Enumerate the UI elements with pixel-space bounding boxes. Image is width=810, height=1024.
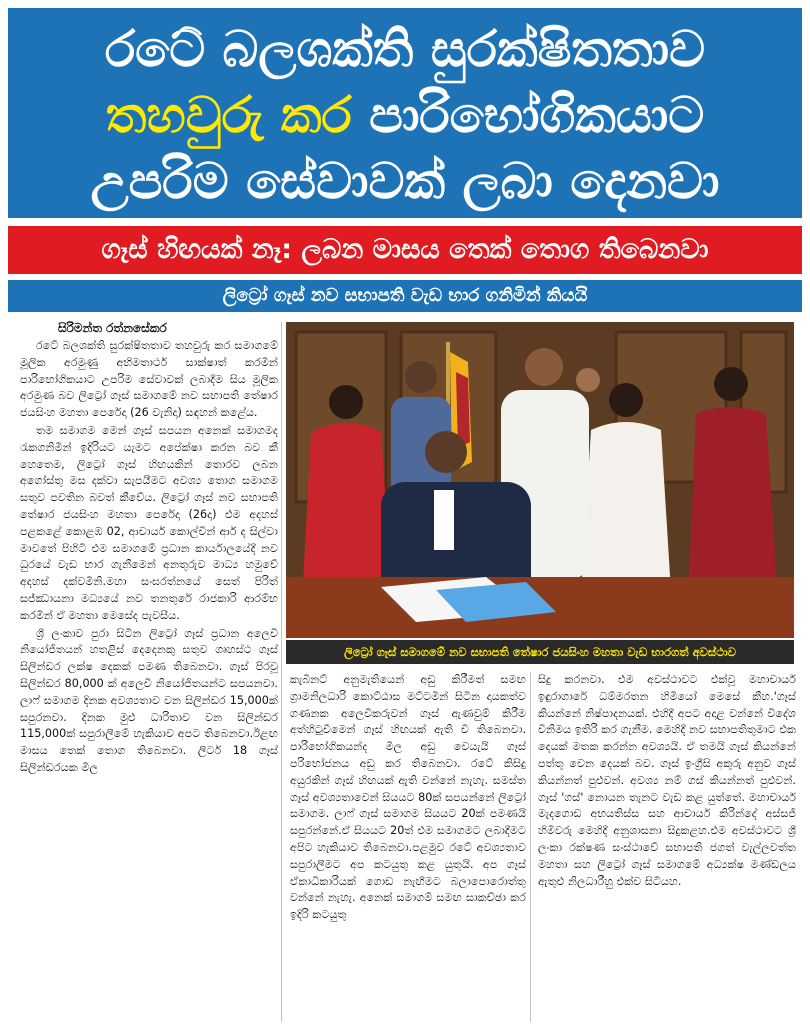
headline-line-3: උපරිම සේවාවක් ලබා දෙනවා xyxy=(90,152,720,210)
news-photo xyxy=(286,322,794,638)
photo-caption: ලිට්‍රෝ ගෑස් සමාගමේ නව සභාපති තේෂාර ජයසිංහ මහතා වැඩ භාරගත් අවස්ථාව xyxy=(286,640,794,664)
strapline: ලිට්‍රෝ ගෑස් නව සභාපති වැඩ භාර ගනිමින් කියයි xyxy=(8,280,802,312)
column-divider xyxy=(281,322,282,1022)
headline-line-2-white: පාරිභෝගිකයාට xyxy=(369,86,705,144)
article-paragraph: තම සමාගම මෙන් ගෑස් සපයන අනෙක් සමාගමද රැකගනිමින් ඉදිරියට යැමට අපේක්ෂා කරන බව කී හෙතෙම, ලිට්‍රෝ ගෑස් හිඟයකින් තොරව ලබන අගෝස්තු මස දක්වා සැපයීමට අවශ්‍ය තොග සමාගම සතුව පවතින බවත් කීවේය. ලිට්‍රෝ ගෑස් නව සභාපති තේෂාර ජයසිංහ මහතා පෙරේදා (26දා) එම අදහස් පළකළේ කොළඹ 02, ආචාර්ය කොල්වින් ආර් ද සිල්වා මාවතේ පිහිටි එම සමාගමේ ප්‍රධාන කාර්යාලයේදී නව ධුරයේ වැඩ භාර ගැනීමෙන් අනතුරුව මාධ්‍ය හමුවේ අදහස් දක්වමිනි.මහා සංඝරත්නයේ සෙත් පිරිත් සජ්ඣායනා මධ්‍යයේ නව තනතුරේ රාජකාරි ආරම්භ කරමින් ඒ මහතා මෙසේද පැවසීය. xyxy=(20,423,278,622)
photo-illustration xyxy=(286,322,794,638)
article-column-3 xyxy=(538,672,796,1020)
article-column-1 xyxy=(20,338,278,1018)
headline-line-2-yellow: තහවුරු කර xyxy=(105,86,352,144)
column-divider xyxy=(530,672,531,1022)
byline: සිරිමන්ත රත්නසේකර xyxy=(58,321,167,335)
headline-line-2 xyxy=(8,84,802,146)
subheadline: ගෑස් හිඟයක් නෑ: ලබන මාසය තෙක් තොග තිබෙනවා xyxy=(8,226,802,274)
article-paragraph: සිදු කරනවා. එම අවස්ථාවට එක්වූ මහාචාර්ය ඉඳුරාගාරේ ධම්මරතන හිමියෝ මෙසේ කීහ.'ගෑස් කියන්නේ නිෂ්පාදනයක්. එහිදී අපට අදාළ වන්නේ විදේශ විනිමය ඉතිරි කර ගැනීම. මෙහිදී නව සභාපතිතුමාට එක දෙයක් මතක කරන්න අවශ්‍යයි. ඒ තමයි ගෑස් කියන්නේ පත්තු වෙන දෙයක් බව. ගෑස් ඉංග්‍රීසි අකුරු අනුව ගෑස් කියන්නත් පුළුවන්. අවශ්‍ය නම් ගස් කියන්නත් පුළුවන්. ගෑස් 'ගස්' නොයන තැනට වැඩ කළ යුත්තේ. මහාචාර්ය මැදගොඩ අභයතිස්ස සහ ආචාර්ය කිරින්දේ අස්සජි හිමිවරු මෙහිදී අනුශාසනා සිදුකළහ.එම අවස්ථාවට ශ්‍රී ලංකා රක්ෂණ සංස්ථාවේ සභාපති ජගත් වැල්ලවත්ත මහතා සහ ලිට්‍රෝ ගෑස් සමාගමේ අධ්‍යක්ෂ මණ්ඩලය ඇතුළු නිලධාරීහු එක්ව සිටියහ. xyxy=(538,673,796,888)
headline-line-1: රටේ බලශක්ති සුරක්ෂිතතාව xyxy=(104,20,706,78)
article-column-2 xyxy=(290,672,526,1020)
article-paragraph: ශ්‍රී ලංකාව පුරා සිටින ලිට්‍රෝ ගෑස් ප්‍රධාන අලෙවි නියෝජිතයන් හතළිස් දෙදෙනකු සතුව ගෘහස්ථ ගෑස් සිලින්ඩර ලක්ෂ දෙකක් පමණ තිබෙනවා. ගෑස් පිරවූ සිලින්ඩර 80,000 ක් අලෙවි නියෝජිතයන්ට සපයනවා. ලාෆ් සමාගම දිනක අවශ්‍යතාව වන සිලින්ඩර 15,000ක් සපුරනවා. දිනක මුළු ධාරිතාව වන සිලින්ඩර 115,000ක් සපුරාලීමේ හැකියාව අපට තිබෙනවා.ඊළඟ මාසය තෙක් තොග තිබෙනවා. ලීටර් 18 ගෑස් සිලින්ඩරයක මිල xyxy=(20,626,278,774)
headline-banner xyxy=(8,8,802,218)
article-paragraph: කැබිනට් අනුමැතියෙන් අඩු කිරීමත් සමඟ ග්‍රාමනිලධාරි කොට්ඨාස මට්ටමින් සිටින දායකත්ව ගණනක අලෙවිකරුවන් ගෑස් ඇණවුම් කිරීම අත්හිටුවීමෙන් ගෑස් හිඟයක් ඇති වී තිබෙනවා. පාරිභෝගිකයන්ද මිල අඩු වෙයැයි ගෑස් පරිභෝජනය අඩු කර තිබෙනවා. රටේ කිසිදු අයුරකින් ගෑස් හිඟයක් ඇති වන්නේ නැහැ. සමස්ත ගෑස් අවශ්‍යතාවෙන් සියයට 80ක් සපයන්නේ ලිට්‍රෝ සමාගම. ලාෆ් ගෑස් සමාගම සියයට 20ක් පමණයි සපුරන්නේ.ඒ සියයට 20ත් එම සමාගමට ලබාදීමට අපිට හැකියාව තිබෙනවා.පළමුව රටේ අවශ්‍යතාව සපුරාලීමට අප කටයුතු කළ යුතුයි. අප ගෑස් ඒකාධිකාරියක් ගොඩ නැඟීමට බලාපොරොත්තු වන්නේ නැහැ. අනෙක් සමාගම් සමඟ සාකච්ඡා කර ඉදිරි කටයුතු xyxy=(290,673,526,922)
article-paragraph: රටේ බලශක්ති සුරක්ෂිතතාව තහවුරු කර සමාගමේ මූලික අරමුණු අභිමතාර්ථ සාක්ෂාත් කරමින් පාරිභෝගිකයාට උපරිම සේවාවක් ලබාදීම සිය මූලික අරමුණ බව ලිට්‍රෝ ගෑස් සමාගමේ නව සභාපති තේෂාර ජයසිංහ මහතා පෙරේදා (26 වැනිදා) සඳහන් කළේය. xyxy=(20,339,278,420)
